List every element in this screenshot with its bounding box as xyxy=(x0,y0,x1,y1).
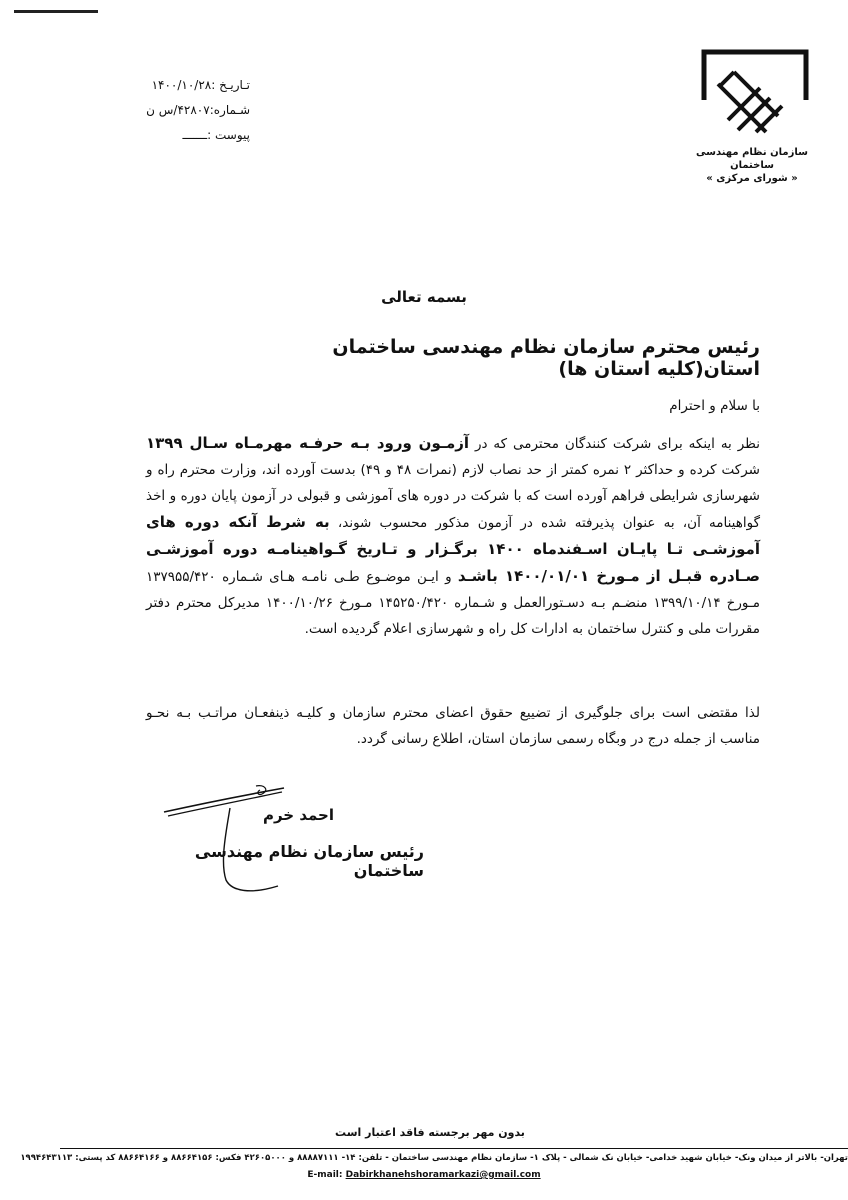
footer-email xyxy=(224,1170,624,1180)
letter-number: شـماره:۴۲۸۰۷/س ن xyxy=(146,103,250,117)
bismillah-heading: بسمه تعالی xyxy=(381,288,467,306)
no-seal-notice: بدون مهر برجسته فاقد اعتبار است xyxy=(335,1126,525,1139)
letter-attachment: پیوست :ـــــــ xyxy=(182,128,250,142)
letter-date: تـاریـخ :۱۴۰۰/۱۰/۲۸ xyxy=(151,78,250,92)
org-logo-icon xyxy=(694,44,814,140)
org-name-line1: سازمان نظام مهندسی ساختمان xyxy=(696,147,808,171)
top-rule xyxy=(14,10,98,13)
body-part-1: نظر به اینکه برای شرکت کنندگان محترمی که در xyxy=(469,436,761,452)
org-name xyxy=(682,146,822,185)
letter-conclusion: لذا مقتضی است برای جلوگیری از تضییع حقوق اعضای محترم سازمان و کلیـه ذینفعـان مراتـب بـه نحـو مناسب از جمله درج در وبگاه رسمی سازمان استان، اطلاع رسانی گردد. xyxy=(146,705,760,747)
body-part-1-bold: آزمـون ورود بـه حرفـه مهرمـاه سـال ۱۳۹۹ xyxy=(146,434,470,452)
footer-rule xyxy=(60,1148,848,1149)
org-name-line2: « شورای مرکزی » xyxy=(706,173,798,184)
signer-title: رئیس سازمان نظام مهندسی ساختمان xyxy=(194,842,424,880)
body-part-2-bold: به شرط آنکه دوره های آموزشـی تـا پایـان اسـفندماه ۱۴۰۰ برگـزار و تـاریخ گـواهینامـه دوره آموزشـی صـادره قبـل از مـورخ ۱۴۰۰/۰۱/۰۱ باشـد xyxy=(146,513,760,585)
footer-email-link[interactable]: Dabirkhanehshoramarkazi@gmail.com xyxy=(345,1170,541,1180)
body-part-2: شرکت کرده و حداکثر ۲ نمره کمتر از حد نصاب لازم (نمرات ۴۸ و ۴۹) بدست آورده اند، وزارت محترم راه و شهرسازی شرایطی فراهم آورده است که با شرکت در دوره های آموزشی و قبولی در آزمون پایان دوره و اخذ گواهینامه آن، به عنوان پذیرفته شده در آزمون مذکور محسوب شوند، xyxy=(146,462,760,531)
footer-email-label: E-mail: xyxy=(307,1170,346,1180)
addressee-heading: رئیس محترم سازمان نظام مهندسی ساختمان استان(کلیه استان ها) xyxy=(332,336,760,380)
letter-body xyxy=(146,430,760,642)
salutation: با سلام و احترام xyxy=(669,398,760,414)
signer-name: احمد خرم xyxy=(262,806,334,824)
body-part-3: و ایـن موضـوع طـی نامـه هـای شـماره ۱۳۷۹۵۵/۴۲۰ مـورخ ۱۳۹۹/۱۰/۱۴ منضـم بـه دسـتورالعمل و شـماره ۱۴۵۲۵۰/۴۲۰ مـورخ ۱۴۰۰/۱۰/۲۶ مدیرکل محترم دفتر مقررات ملی و کنترل ساختمان به ادارات کل راه و شهرسازی اعلام گردیده است. xyxy=(146,569,760,637)
footer-address: تهران- بالاتر از میدان ونک- خیابان شهید خدامی- خیابان نک شمالی - پلاک ۱- سازمان نظام مهندسی ساختمان - تلفن: ۱۴- ۸۸۸۸۷۱۱۱ و ۴۲۶۰۵۰۰۰ فکس: ۸۸۶۶۴۱۵۶ و ۸۸۶۶۴۱۶۶ کد پستی: ۱۹۹۴۶۴۳۱۱۳ xyxy=(20,1153,848,1163)
